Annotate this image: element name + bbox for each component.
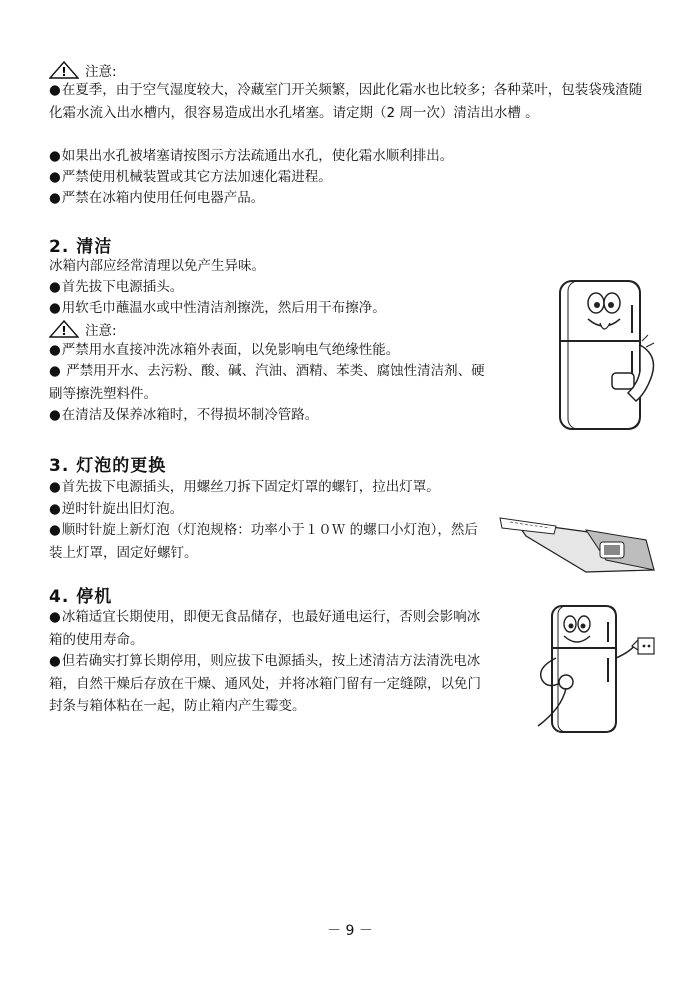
- warning-label: 注意:: [85, 64, 117, 80]
- svg-text:!: !: [61, 324, 67, 338]
- cleaning-bullet-1: ● 首先拔下电源插头。: [49, 276, 489, 299]
- intro-paragraph-1: ● 在夏季，由于空气湿度较大，冷藏室门开关频繁，因此化霜水也比较多；各种菜叶，包装袋残渣随化霜水流入出水槽内，很容易造成出水孔堵塞。请定期（2 周一次）清洁出水槽 。: [49, 79, 654, 124]
- section-heading-bulb: 3. 灯泡的更换: [49, 456, 167, 476]
- intro-paragraph-3: ● 严禁使用机械装置或其它方法加速化霜进程。: [49, 166, 654, 189]
- svg-text:!: !: [61, 65, 67, 79]
- shutdown-bullet-2: ● 但若确实打算长期停用，则应拔下电源插头，按上述清洁方法清洗电冰箱，自然干燥后存放在干燥、通风处，并将冰箱门留有一定缝隙，以免门封条与箱体粘在一起，防止箱内产生霉变。: [49, 650, 489, 718]
- bulb-bullet-3: ● 顺时针旋上新灯泡（灯泡规格：功率小于１０Ｗ 的螺口小灯泡），然后装上灯罩，固定好螺钉。: [49, 519, 489, 564]
- warning-triangle-icon: [49, 320, 79, 338]
- fridge-cleaning-illustration: [548, 275, 668, 435]
- warning-label: 注意:: [85, 323, 117, 339]
- bulb-replacement-illustration: [496, 500, 666, 580]
- cleaning-bullet-2: ● 用软毛巾蘸温水或中性清洁剂擦洗，然后用干布擦净。: [49, 297, 489, 320]
- shutdown-bullet-1: ● 冰箱适宜长期使用，即便无食品储存，也最好通电运行，否则会影响冰箱的使用寿命。: [49, 606, 489, 651]
- bulb-bullet-2: ● 逆时针旋出旧灯泡。: [49, 498, 489, 521]
- fridge-unplug-illustration: [528, 598, 668, 738]
- cleaning-warning-2: ● 严禁用开水、去污粉、酸、碱、汽油、酒精、苯类、腐蚀性清洁剂、硬刷等擦洗塑料件。: [49, 360, 489, 405]
- bulb-bullet-1: ● 首先拔下电源插头，用螺丝刀拆下固定灯罩的螺钉，拉出灯罩。: [49, 476, 519, 499]
- section-heading-cleaning: 2. 清洁: [49, 237, 113, 257]
- warning-notice-1: [49, 60, 117, 80]
- section-heading-shutdown: 4. 停机: [49, 587, 113, 607]
- intro-paragraph-4: ● 严禁在冰箱内使用任何电器产品。: [49, 187, 654, 210]
- cleaning-warning-3: ● 在清洁及保养冰箱时，不得损坏制冷管路。: [49, 404, 489, 427]
- intro-paragraph-2: ● 如果出水孔被堵塞请按图示方法疏通出水孔，使化霜水顺利排出。: [49, 145, 654, 168]
- cleaning-warning-1: ● 严禁用水直接冲洗冰箱外表面，以免影响电气绝缘性能。: [49, 339, 489, 362]
- cleaning-intro: 冰箱内部应经常清理以免产生异味。: [49, 258, 265, 274]
- page-number: － 9 －: [327, 923, 373, 939]
- warning-triangle-icon: [49, 61, 79, 79]
- warning-notice-2: [49, 319, 117, 339]
